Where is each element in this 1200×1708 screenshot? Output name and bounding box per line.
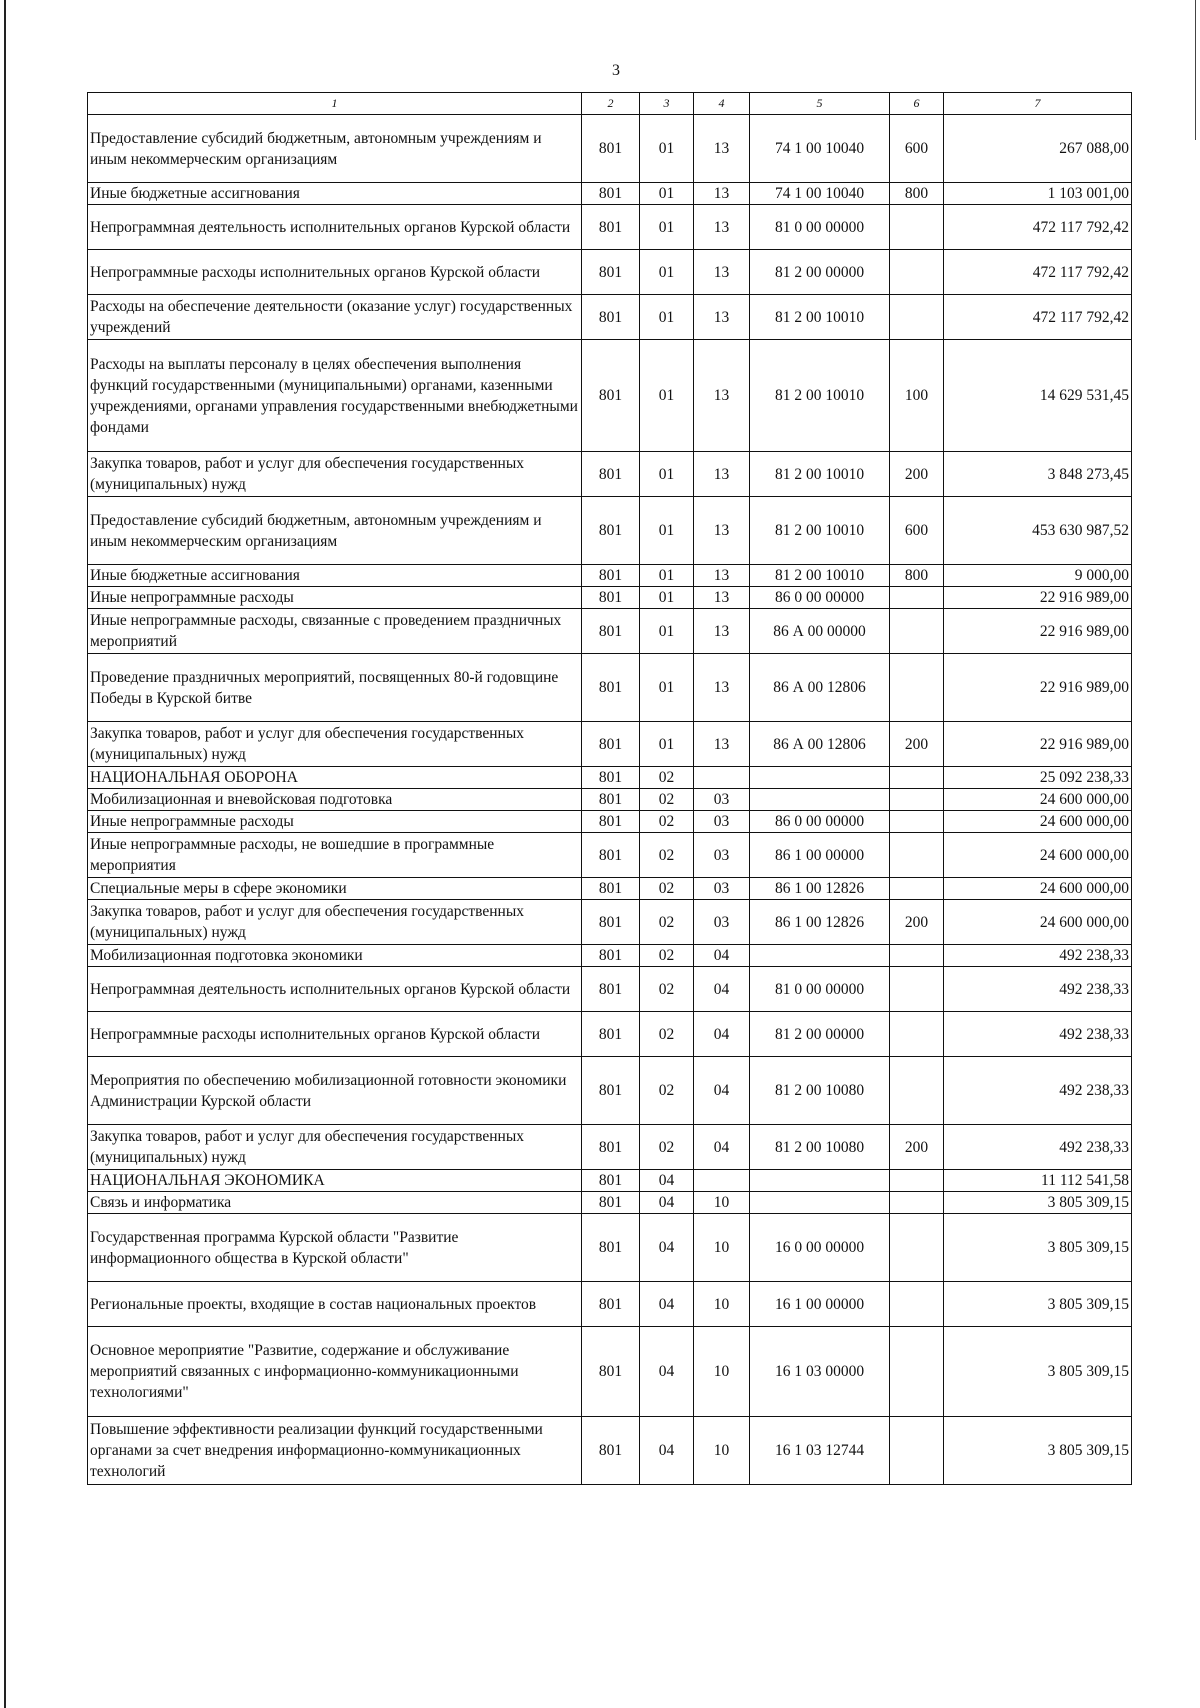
row-code-3: 01 <box>640 654 694 722</box>
row-name: Специальные меры в сфере экономики <box>88 878 582 900</box>
row-code-6 <box>890 1057 944 1125</box>
row-code-6 <box>890 250 944 295</box>
row-name: Расходы на обеспечение деятельности (оказание услуг) государственных учреждений <box>88 295 582 340</box>
row-code-6 <box>890 878 944 900</box>
row-code-2: 801 <box>582 340 640 452</box>
row-name: Иные бюджетные ассигнования <box>88 183 582 205</box>
row-code-3: 02 <box>640 767 694 789</box>
row-code-6 <box>890 833 944 878</box>
row-code-6 <box>890 945 944 967</box>
row-code-5: 86 А 00 00000 <box>750 609 890 654</box>
row-amount: 492 238,33 <box>944 945 1132 967</box>
row-code-3: 01 <box>640 183 694 205</box>
row-code-4: 13 <box>694 295 750 340</box>
row-name: Закупка товаров, работ и услуг для обеспечения государственных (муниципальных) нужд <box>88 722 582 767</box>
row-name: Расходы на выплаты персоналу в целях обеспечения выполнения функций государственными (муниципальными) органами, казенными учреждениями, органами управления государственными внебюджетными фондами <box>88 340 582 452</box>
row-code-6: 100 <box>890 340 944 452</box>
row-code-2: 801 <box>582 609 640 654</box>
table-row <box>88 250 1132 295</box>
row-code-5: 16 1 03 00000 <box>750 1327 890 1417</box>
row-code-6: 600 <box>890 115 944 183</box>
row-code-3: 02 <box>640 833 694 878</box>
row-name: Связь и информатика <box>88 1192 582 1214</box>
row-amount: 453 630 987,52 <box>944 497 1132 565</box>
table-body <box>88 115 1132 1485</box>
row-amount: 492 238,33 <box>944 967 1132 1012</box>
column-header-3: 3 <box>640 93 694 115</box>
row-amount: 472 117 792,42 <box>944 250 1132 295</box>
row-code-3: 01 <box>640 609 694 654</box>
table-row <box>88 1012 1132 1057</box>
row-code-4: 13 <box>694 250 750 295</box>
row-code-4: 03 <box>694 789 750 811</box>
row-amount: 24 600 000,00 <box>944 900 1132 945</box>
row-code-2: 801 <box>582 250 640 295</box>
row-code-5: 81 2 00 10080 <box>750 1125 890 1170</box>
table-row <box>88 900 1132 945</box>
row-code-5 <box>750 945 890 967</box>
row-name: Повышение эффективности реализации функций государственными органами за счет внедрения информационно-коммуникационных технологий <box>88 1417 582 1485</box>
table-row <box>88 811 1132 833</box>
row-code-2: 801 <box>582 945 640 967</box>
row-code-6 <box>890 1012 944 1057</box>
row-name: Иные непрограммные расходы, связанные с проведением праздничных мероприятий <box>88 609 582 654</box>
row-code-5: 86 1 00 12826 <box>750 900 890 945</box>
row-code-4: 10 <box>694 1192 750 1214</box>
row-code-3: 01 <box>640 340 694 452</box>
row-code-2: 801 <box>582 1192 640 1214</box>
row-name: Непрограммные расходы исполнительных органов Курской области <box>88 250 582 295</box>
row-code-5: 74 1 00 10040 <box>750 115 890 183</box>
table-row <box>88 789 1132 811</box>
row-code-2: 801 <box>582 1282 640 1327</box>
row-name: Иные бюджетные ассигнования <box>88 565 582 587</box>
row-code-3: 02 <box>640 945 694 967</box>
page-number: 3 <box>612 62 620 79</box>
row-code-3: 02 <box>640 1012 694 1057</box>
row-code-4: 13 <box>694 722 750 767</box>
row-code-3: 04 <box>640 1327 694 1417</box>
table-row <box>88 967 1132 1012</box>
row-name: Непрограммная деятельность исполнительных органов Курской области <box>88 205 582 250</box>
row-code-6 <box>890 789 944 811</box>
row-code-5: 81 2 00 10010 <box>750 497 890 565</box>
row-code-3: 01 <box>640 587 694 609</box>
row-code-2: 801 <box>582 1125 640 1170</box>
budget-table <box>87 92 1132 1485</box>
row-code-2: 801 <box>582 767 640 789</box>
row-code-6: 200 <box>890 1125 944 1170</box>
row-code-3: 02 <box>640 789 694 811</box>
row-code-5 <box>750 767 890 789</box>
row-code-6 <box>890 1170 944 1192</box>
row-name: НАЦИОНАЛЬНАЯ ЭКОНОМИКА <box>88 1170 582 1192</box>
row-name: Закупка товаров, работ и услуг для обеспечения государственных (муниципальных) нужд <box>88 452 582 497</box>
row-code-3: 01 <box>640 205 694 250</box>
column-header-4: 4 <box>694 93 750 115</box>
table-row <box>88 340 1132 452</box>
row-code-3: 01 <box>640 115 694 183</box>
row-code-5: 81 2 00 10010 <box>750 452 890 497</box>
table-row <box>88 1192 1132 1214</box>
row-code-4: 13 <box>694 340 750 452</box>
row-code-3: 01 <box>640 722 694 767</box>
row-code-5 <box>750 789 890 811</box>
table-row <box>88 878 1132 900</box>
row-code-4: 13 <box>694 654 750 722</box>
row-code-4: 04 <box>694 1125 750 1170</box>
row-code-5: 16 0 00 00000 <box>750 1214 890 1282</box>
row-name: Мобилизационная и вневойсковая подготовка <box>88 789 582 811</box>
table-row <box>88 1417 1132 1485</box>
column-number-row <box>88 93 1132 115</box>
row-amount: 9 000,00 <box>944 565 1132 587</box>
table-row <box>88 452 1132 497</box>
row-amount: 472 117 792,42 <box>944 295 1132 340</box>
row-code-5: 81 0 00 00000 <box>750 967 890 1012</box>
row-code-3: 01 <box>640 452 694 497</box>
column-header-1: 1 <box>88 93 582 115</box>
row-name: Проведение праздничных мероприятий, посвященных 80-й годовщине Победы в Курской битве <box>88 654 582 722</box>
row-code-4: 04 <box>694 1057 750 1125</box>
row-code-5: 86 0 00 00000 <box>750 587 890 609</box>
row-amount: 25 092 238,33 <box>944 767 1132 789</box>
table-row <box>88 1327 1132 1417</box>
table-row <box>88 587 1132 609</box>
row-code-5: 86 1 00 00000 <box>750 833 890 878</box>
row-code-6 <box>890 1417 944 1485</box>
row-code-4: 13 <box>694 115 750 183</box>
row-code-4: 03 <box>694 878 750 900</box>
row-amount: 24 600 000,00 <box>944 878 1132 900</box>
row-code-2: 801 <box>582 115 640 183</box>
row-code-2: 801 <box>582 587 640 609</box>
table-row <box>88 205 1132 250</box>
row-code-4: 13 <box>694 497 750 565</box>
row-code-5: 86 0 00 00000 <box>750 811 890 833</box>
row-name: Непрограммные расходы исполнительных органов Курской области <box>88 1012 582 1057</box>
row-code-5: 81 2 00 10010 <box>750 565 890 587</box>
row-amount: 24 600 000,00 <box>944 833 1132 878</box>
row-code-2: 801 <box>582 654 640 722</box>
row-code-5: 81 2 00 00000 <box>750 250 890 295</box>
row-code-6 <box>890 654 944 722</box>
row-amount: 22 916 989,00 <box>944 654 1132 722</box>
row-code-5 <box>750 1170 890 1192</box>
row-code-2: 801 <box>582 722 640 767</box>
row-code-3: 04 <box>640 1192 694 1214</box>
row-code-2: 801 <box>582 967 640 1012</box>
row-code-3: 01 <box>640 250 694 295</box>
row-amount: 22 916 989,00 <box>944 587 1132 609</box>
row-name: Государственная программа Курской области "Развитие информационного общества в Курской области" <box>88 1214 582 1282</box>
row-code-2: 801 <box>582 1057 640 1125</box>
row-amount: 22 916 989,00 <box>944 722 1132 767</box>
row-code-5: 86 А 00 12806 <box>750 722 890 767</box>
row-name: Закупка товаров, работ и услуг для обеспечения государственных (муниципальных) нужд <box>88 900 582 945</box>
row-code-2: 801 <box>582 900 640 945</box>
row-code-3: 02 <box>640 878 694 900</box>
column-header-2: 2 <box>582 93 640 115</box>
row-name: Мероприятия по обеспечению мобилизационной готовности экономики Администрации Курской области <box>88 1057 582 1125</box>
table-row <box>88 1057 1132 1125</box>
row-code-6 <box>890 767 944 789</box>
row-amount: 3 805 309,15 <box>944 1192 1132 1214</box>
row-code-6 <box>890 1327 944 1417</box>
row-code-3: 02 <box>640 967 694 1012</box>
row-code-4: 13 <box>694 452 750 497</box>
row-code-4: 10 <box>694 1214 750 1282</box>
row-code-2: 801 <box>582 833 640 878</box>
row-code-4: 13 <box>694 565 750 587</box>
table-row <box>88 722 1132 767</box>
row-amount: 492 238,33 <box>944 1012 1132 1057</box>
row-code-6: 800 <box>890 565 944 587</box>
column-header-5: 5 <box>750 93 890 115</box>
row-code-4: 10 <box>694 1417 750 1485</box>
row-code-2: 801 <box>582 1012 640 1057</box>
row-amount: 14 629 531,45 <box>944 340 1132 452</box>
row-code-3: 04 <box>640 1170 694 1192</box>
column-header-7: 7 <box>944 93 1132 115</box>
row-name: НАЦИОНАЛЬНАЯ ОБОРОНА <box>88 767 582 789</box>
row-code-4: 03 <box>694 833 750 878</box>
row-code-6 <box>890 1192 944 1214</box>
row-code-5: 81 0 00 00000 <box>750 205 890 250</box>
row-code-2: 801 <box>582 1327 640 1417</box>
row-code-3: 01 <box>640 497 694 565</box>
column-header-6: 6 <box>890 93 944 115</box>
row-code-4: 03 <box>694 900 750 945</box>
row-amount: 3 805 309,15 <box>944 1214 1132 1282</box>
table-row <box>88 565 1132 587</box>
table-row <box>88 1214 1132 1282</box>
row-code-2: 801 <box>582 452 640 497</box>
row-amount: 24 600 000,00 <box>944 811 1132 833</box>
row-amount: 267 088,00 <box>944 115 1132 183</box>
row-code-4 <box>694 767 750 789</box>
table-row <box>88 1282 1132 1327</box>
table-row <box>88 767 1132 789</box>
row-code-4: 13 <box>694 205 750 250</box>
scan-left-edge <box>4 0 6 1708</box>
row-amount: 492 238,33 <box>944 1125 1132 1170</box>
row-name: Иные непрограммные расходы <box>88 811 582 833</box>
row-code-5: 81 2 00 10010 <box>750 295 890 340</box>
row-code-3: 02 <box>640 1125 694 1170</box>
row-code-6 <box>890 1282 944 1327</box>
table-row <box>88 654 1132 722</box>
row-code-5: 81 2 00 10080 <box>750 1057 890 1125</box>
row-code-5: 81 2 00 10010 <box>750 340 890 452</box>
row-code-5 <box>750 1192 890 1214</box>
row-code-5: 16 1 03 12744 <box>750 1417 890 1485</box>
row-name: Непрограммная деятельность исполнительных органов Курской области <box>88 967 582 1012</box>
row-code-4: 13 <box>694 609 750 654</box>
row-code-4: 03 <box>694 811 750 833</box>
row-code-3: 01 <box>640 295 694 340</box>
row-amount: 1 103 001,00 <box>944 183 1132 205</box>
row-amount: 3 848 273,45 <box>944 452 1132 497</box>
row-code-5: 81 2 00 00000 <box>750 1012 890 1057</box>
row-amount: 24 600 000,00 <box>944 789 1132 811</box>
row-name: Предоставление субсидий бюджетным, автономным учреждениям и иным некоммерческим организациям <box>88 497 582 565</box>
row-code-2: 801 <box>582 497 640 565</box>
row-name: Региональные проекты, входящие в состав национальных проектов <box>88 1282 582 1327</box>
row-code-5: 74 1 00 10040 <box>750 183 890 205</box>
row-code-6 <box>890 295 944 340</box>
row-code-2: 801 <box>582 1417 640 1485</box>
row-code-2: 801 <box>582 205 640 250</box>
row-name: Основное мероприятие "Развитие, содержание и обслуживание мероприятий связанных с информационно-коммуникационными технологиями" <box>88 1327 582 1417</box>
row-code-2: 801 <box>582 1170 640 1192</box>
table-row <box>88 183 1132 205</box>
table-row <box>88 833 1132 878</box>
row-code-6: 600 <box>890 497 944 565</box>
row-code-2: 801 <box>582 565 640 587</box>
row-code-3: 02 <box>640 1057 694 1125</box>
row-code-4: 10 <box>694 1327 750 1417</box>
row-code-4: 04 <box>694 945 750 967</box>
table-row <box>88 609 1132 654</box>
table-row <box>88 945 1132 967</box>
row-code-4: 13 <box>694 587 750 609</box>
row-code-4: 04 <box>694 1012 750 1057</box>
row-code-5: 16 1 00 00000 <box>750 1282 890 1327</box>
row-code-6 <box>890 587 944 609</box>
row-code-6 <box>890 609 944 654</box>
row-code-2: 801 <box>582 878 640 900</box>
table-row <box>88 1125 1132 1170</box>
row-name: Иные непрограммные расходы <box>88 587 582 609</box>
row-code-6 <box>890 967 944 1012</box>
table-row <box>88 115 1132 183</box>
row-amount: 3 805 309,15 <box>944 1417 1132 1485</box>
row-code-3: 01 <box>640 565 694 587</box>
row-code-2: 801 <box>582 183 640 205</box>
row-code-6 <box>890 811 944 833</box>
row-code-6 <box>890 1214 944 1282</box>
row-code-4 <box>694 1170 750 1192</box>
row-amount: 11 112 541,58 <box>944 1170 1132 1192</box>
row-code-4: 04 <box>694 967 750 1012</box>
row-name: Предоставление субсидий бюджетным, автономным учреждениям и иным некоммерческим организациям <box>88 115 582 183</box>
row-amount: 22 916 989,00 <box>944 609 1132 654</box>
table-row <box>88 1170 1132 1192</box>
row-name: Иные непрограммные расходы, не вошедшие в программные мероприятия <box>88 833 582 878</box>
row-code-6: 200 <box>890 900 944 945</box>
row-code-2: 801 <box>582 1214 640 1282</box>
row-amount: 492 238,33 <box>944 1057 1132 1125</box>
row-code-4: 13 <box>694 183 750 205</box>
table-row <box>88 497 1132 565</box>
row-code-6: 200 <box>890 452 944 497</box>
row-amount: 3 805 309,15 <box>944 1282 1132 1327</box>
row-code-6: 200 <box>890 722 944 767</box>
row-code-6: 800 <box>890 183 944 205</box>
row-code-3: 04 <box>640 1214 694 1282</box>
row-name: Закупка товаров, работ и услуг для обеспечения государственных (муниципальных) нужд <box>88 1125 582 1170</box>
table-row <box>88 295 1132 340</box>
row-name: Мобилизационная подготовка экономики <box>88 945 582 967</box>
row-code-6 <box>890 205 944 250</box>
row-code-2: 801 <box>582 811 640 833</box>
row-code-3: 04 <box>640 1282 694 1327</box>
row-code-4: 10 <box>694 1282 750 1327</box>
row-code-2: 801 <box>582 295 640 340</box>
row-amount: 472 117 792,42 <box>944 205 1132 250</box>
row-code-2: 801 <box>582 789 640 811</box>
row-code-5: 86 1 00 12826 <box>750 878 890 900</box>
row-code-5: 86 А 00 12806 <box>750 654 890 722</box>
row-code-3: 02 <box>640 811 694 833</box>
row-code-3: 04 <box>640 1417 694 1485</box>
row-code-3: 02 <box>640 900 694 945</box>
row-amount: 3 805 309,15 <box>944 1327 1132 1417</box>
